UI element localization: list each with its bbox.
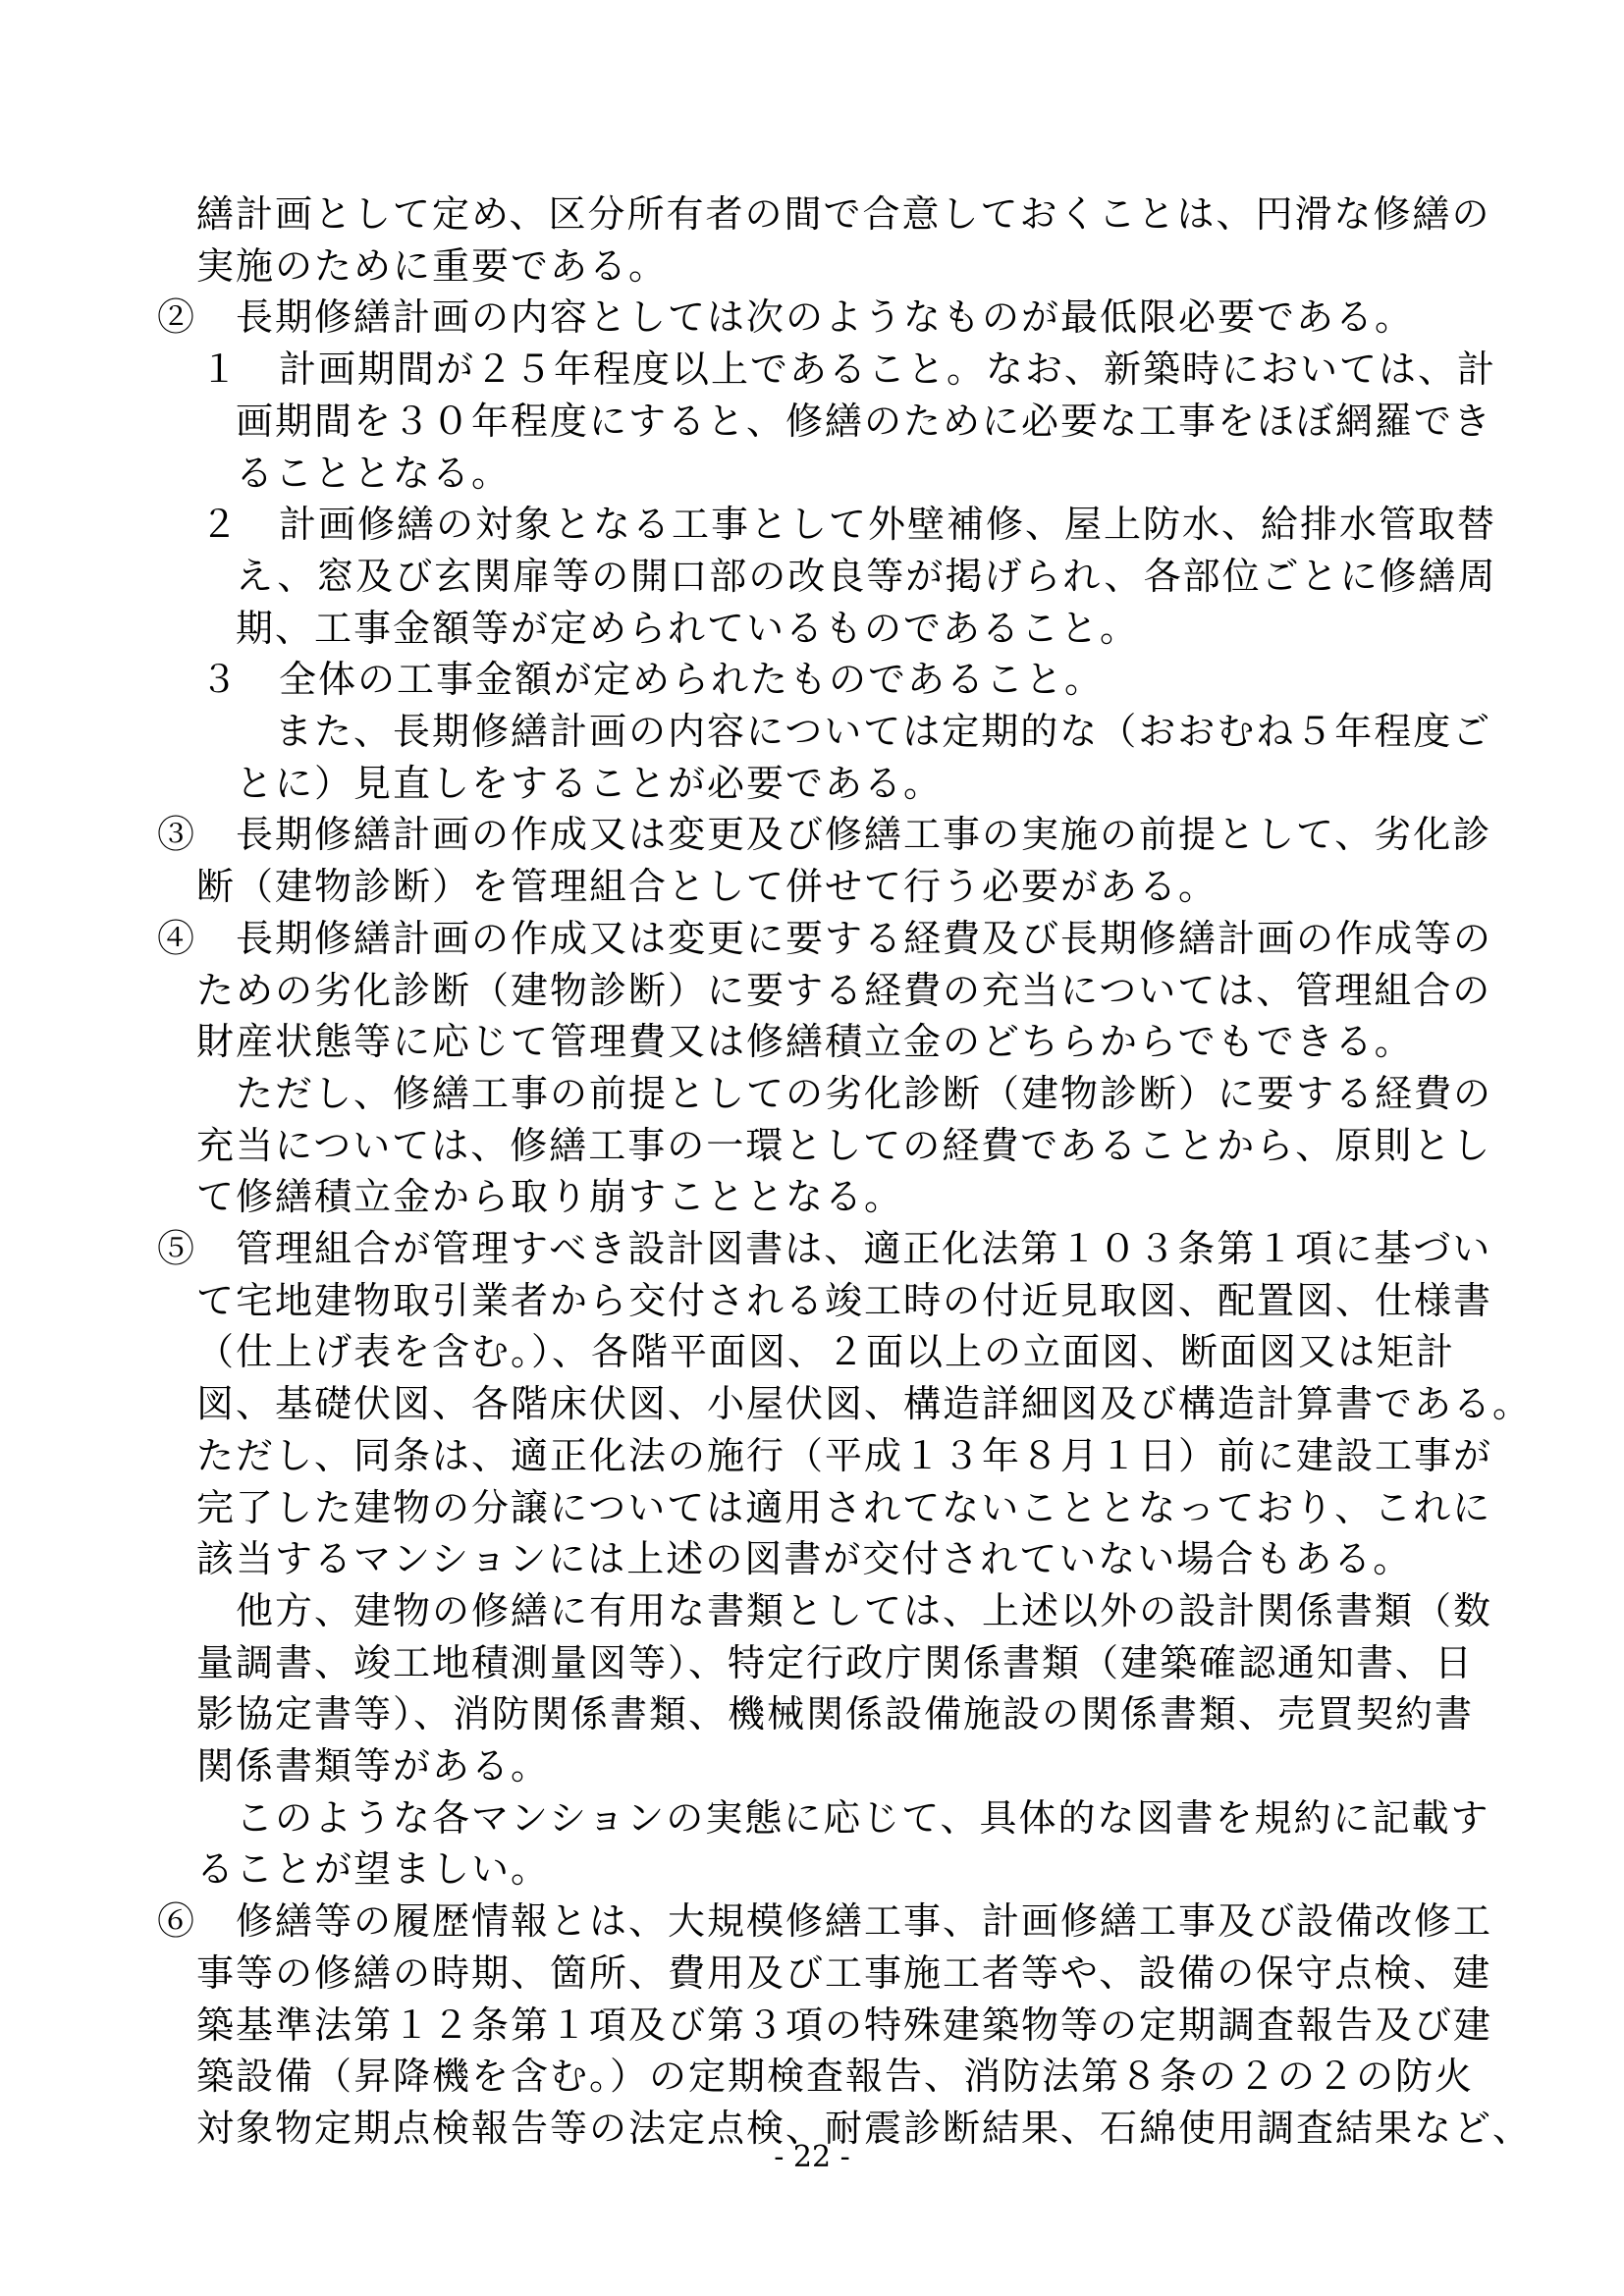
- text-line: ための劣化診断（建物診断）に要する経費の充当については、管理組合の: [196, 969, 1492, 1012]
- text-line: （仕上げ表を含む。）、各階平面図、２面以上の立面図、断面図又は矩計: [196, 1330, 1456, 1373]
- text-line: 図、基礎伏図、各階床伏図、小屋伏図、構造詳細図及び構造計算書である。: [196, 1382, 1533, 1425]
- text-line: ⑤ 管理組合が管理すべき設計図書は、適正化法第１０３条第１項に基づい: [157, 1227, 1492, 1270]
- text-line: ることが望ましい。: [196, 1847, 551, 1891]
- text-line: １ 計画期間が２５年程度以上であること。なお、新築時においては、計: [200, 347, 1497, 391]
- text-line: 実施のために重要である。: [196, 244, 669, 288]
- text-line: 事等の修繕の時期、箇所、費用及び工事施工者等や、設備の保守点検、建: [196, 1951, 1492, 1995]
- text-line: え、窓及び玄関扉等の開口部の改良等が掲げられ、各部位ごとに修繕周: [236, 555, 1497, 598]
- text-line: 他方、建物の修繕に有用な書類としては、上述以外の設計関係書類（数: [236, 1589, 1493, 1632]
- text-line: 影協定書等）、消防関係書類、機械関係設備施設の関係書類、売買契約書: [196, 1692, 1475, 1735]
- text-line: ④ 長期修繕計画の作成又は変更に要する経費及び長期修繕計画の作成等の: [157, 917, 1493, 960]
- text-line: ２ 計画修繕の対象となる工事として外壁補修、屋上防水、給排水管取替: [200, 503, 1497, 546]
- text-line: 完了した建物の分譲については適用されてないこととなっており、これに: [196, 1486, 1492, 1529]
- text-line: 画期間を３０年程度にすると、修繕のために必要な工事をほぼ網羅でき: [236, 400, 1493, 443]
- text-line: 築設備（昇降機を含む。）の定期検査報告、消防法第８条の２の２の防火: [196, 2055, 1475, 2098]
- text-line: 繕計画として定め、区分所有者の間で合意しておくことは、円滑な修繕の: [196, 192, 1491, 236]
- text-line: ただし、修繕工事の前提としての劣化診断（建物診断）に要する経費の: [236, 1072, 1493, 1115]
- text-line: ② 長期修繕計画の内容としては次のようなものが最低限必要である。: [157, 295, 1415, 339]
- text-line: ③ 長期修繕計画の作成又は変更及び修繕工事の実施の前提として、劣化診: [157, 813, 1492, 856]
- text-line: 築基準法第１２条第１項及び第３項の特殊建築物等の定期調査報告及び建: [196, 2003, 1493, 2047]
- text-line: また、長期修繕計画の内容については定期的な（おおむね５年程度ご: [275, 710, 1492, 753]
- text-line: 関係書類等がある。: [196, 1744, 551, 1788]
- text-line: ３ 全体の工事金額が定められたものであること。: [200, 658, 1105, 701]
- text-line: 充当については、修繕工事の一環としての経費であることから、原則とし: [196, 1124, 1492, 1167]
- text-line: 量調書、竣工地積測量図等）、特定行政庁関係書類（建築確認通知書、日: [196, 1641, 1475, 1684]
- text-line: 該当するマンションには上述の図書が交付されていない場合もある。: [196, 1537, 1413, 1580]
- text-line: 期、工事金額等が定められているものであること。: [236, 607, 1140, 650]
- text-line: このような各マンションの実態に応じて、具体的な図書を規約に記載す: [236, 1796, 1490, 1840]
- text-line: 断（建物診断）を管理組合として併せて行う必要がある。: [196, 865, 1218, 908]
- text-line: て修繕積立金から取り崩すこととなる。: [196, 1175, 904, 1218]
- text-line: 財産状態等に応じて管理費又は修繕積立金のどちらからでもできる。: [196, 1020, 1414, 1063]
- text-line: て宅地建物取引業者から交付される竣工時の付近見取図、配置図、仕様書: [196, 1279, 1493, 1322]
- text-line: とに）見直しをすることが必要である。: [236, 762, 944, 805]
- text-line: 対象物定期点検報告等の法定点検、耐震診断結果、石綿使用調査結果など、: [196, 2107, 1533, 2150]
- page-number: - 22 -: [774, 2140, 850, 2174]
- text-line: ⑥ 修繕等の履歴情報とは、大規模修繕工事、計画修繕工事及び設備改修工: [157, 1899, 1493, 1943]
- text-line: ることとなる。: [236, 452, 512, 495]
- text-line: ただし、同条は、適正化法の施行（平成１３年８月１日）前に建設工事が: [196, 1434, 1493, 1477]
